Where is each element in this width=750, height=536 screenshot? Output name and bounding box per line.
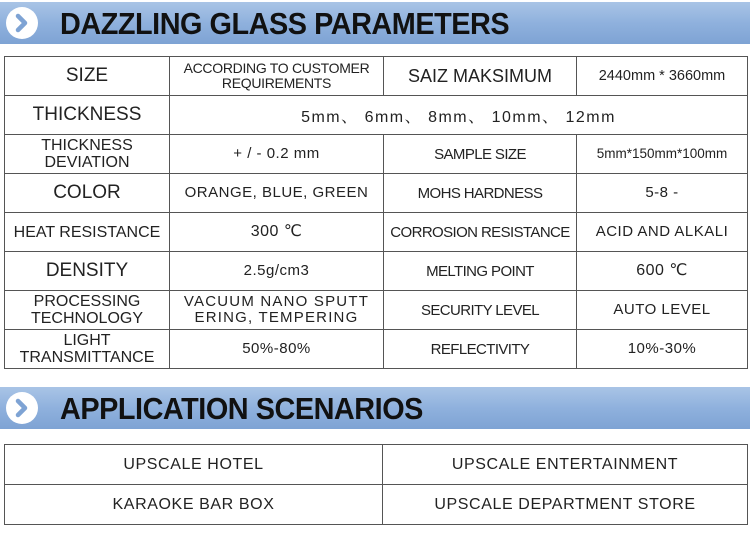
corrosion-resistance-label: CORROSION RESISTANCE — [384, 213, 577, 252]
application-item: UPSCALE ENTERTAINMENT — [383, 445, 748, 485]
processing-technology-value: VACUUM NANO SPUTTERING, TEMPERING — [170, 291, 384, 330]
chevron-right-icon — [6, 392, 38, 424]
table-row — [5, 445, 748, 485]
light-transmittance-value: 50%-80% — [170, 330, 384, 369]
heat-resistance-label: HEAT RESISTANCE — [5, 213, 170, 252]
reflectivity-value: 10%-30% — [577, 330, 748, 369]
thickness-value: 5mm、 6mm、 8mm、 10mm、 12mm — [170, 96, 748, 135]
table-row — [5, 485, 748, 525]
light-transmittance-label: LIGHT TRANSMITTANCE — [5, 330, 170, 369]
table-row — [5, 174, 748, 213]
parameters-table — [4, 56, 748, 369]
max-size-label: SAIZ MAKSIMUM — [384, 57, 577, 96]
table-row — [5, 96, 748, 135]
mohs-hardness-label: MOHS HARDNESS — [384, 174, 577, 213]
thickness-deviation-label: THICKNESS DEVIATION — [5, 135, 170, 174]
heat-resistance-value: 300 ℃ — [170, 213, 384, 252]
table-row — [5, 291, 748, 330]
application-item: KARAOKE BAR BOX — [5, 485, 383, 525]
application-banner — [0, 387, 750, 429]
sample-size-label: SAMPLE SIZE — [384, 135, 577, 174]
thickness-deviation-value: + / - 0.2 mm — [170, 135, 384, 174]
color-label: COLOR — [5, 174, 170, 213]
table-row — [5, 135, 748, 174]
application-item: UPSCALE DEPARTMENT STORE — [383, 485, 748, 525]
density-value: 2.5g/cm3 — [170, 252, 384, 291]
corrosion-resistance-value: ACID AND ALKALI — [577, 213, 748, 252]
melting-point-value: 600 ℃ — [577, 252, 748, 291]
melting-point-label: MELTING POINT — [384, 252, 577, 291]
parameters-title: DAZZLING GLASS PARAMETERS — [60, 6, 510, 41]
size-label: SIZE — [5, 57, 170, 96]
table-row — [5, 252, 748, 291]
application-item: UPSCALE HOTEL — [5, 445, 383, 485]
applications-table — [4, 444, 748, 525]
density-label: DENSITY — [5, 252, 170, 291]
mohs-hardness-value: 5-8 - — [577, 174, 748, 213]
color-value: ORANGE, BLUE, GREEN — [170, 174, 384, 213]
sample-size-value: 5mm*150mm*100mm — [577, 135, 748, 174]
reflectivity-label: REFLECTIVITY — [384, 330, 577, 369]
parameters-banner — [0, 2, 750, 44]
processing-technology-label: PROCESSING TECHNOLOGY — [5, 291, 170, 330]
security-level-value: AUTO LEVEL — [577, 291, 748, 330]
application-title: APPLICATION SCENARIOS — [60, 391, 423, 426]
size-value: ACCORDING TO CUSTOMER REQUIREMENTS — [170, 57, 384, 96]
max-size-value: 2440mm * 3660mm — [577, 57, 748, 96]
table-row — [5, 213, 748, 252]
chevron-right-icon — [6, 7, 38, 39]
security-level-label: SECURITY LEVEL — [384, 291, 577, 330]
thickness-label: THICKNESS — [5, 96, 170, 135]
table-row — [5, 330, 748, 369]
table-row — [5, 57, 748, 96]
